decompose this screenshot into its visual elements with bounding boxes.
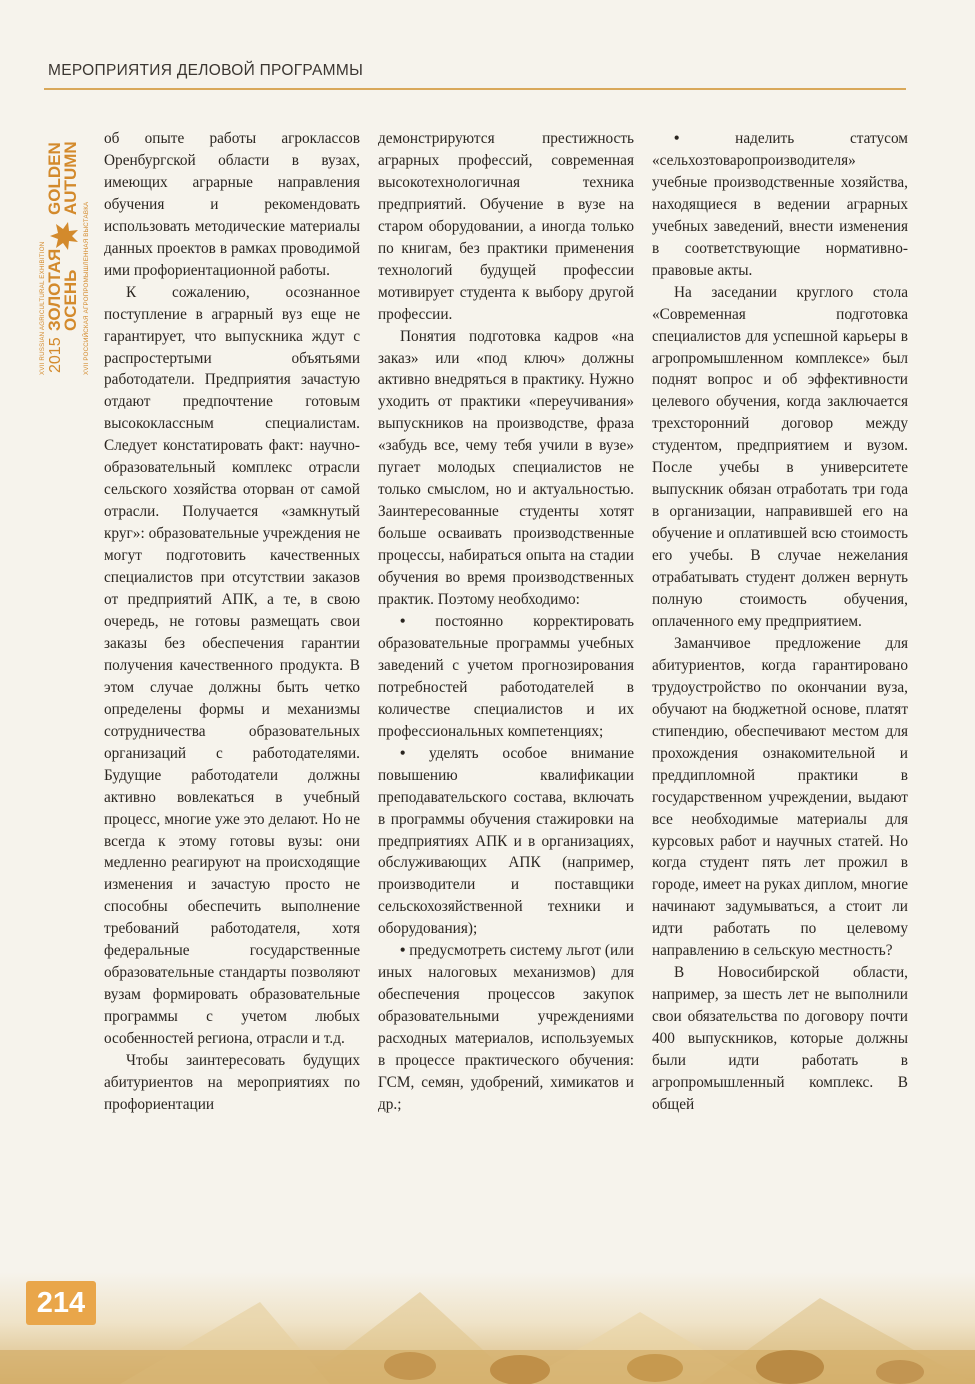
- logo-line-osen: ОСЕНЬ: [61, 269, 80, 331]
- decorative-field-banner: [0, 1272, 975, 1384]
- logo-line-autumn: AUTUMN: [61, 141, 80, 215]
- exhibition-logo: [36, 105, 98, 380]
- text-column-2: [378, 128, 634, 1116]
- bullet-paragraph: • наделить статусом «сельхозтоваропроизводителя» учебные производственные хозяйства, находящиеся в ведении аграрных учебных заведений, внести изменения в соответствующие нормативно-правовые акты.: [652, 128, 908, 282]
- logo-subtitle-en: XVII RUSSIAN AGRICULTURAL EXHIBITION: [39, 241, 46, 375]
- logo-line-golden: GOLDEN: [45, 142, 64, 215]
- bullet-paragraph: • уделять особое внимание повышению квалификации преподавательского состава, включать в программы обучения стажировки на предприятиях АПК и в организациях, обслуживающих АПК (например, производители и поставщики сельскохозяйственной техники и оборудования);: [378, 743, 634, 941]
- body-paragraph: Чтобы заинтересовать будущих абитуриентов на мероприятиях по профориентации: [104, 1052, 360, 1113]
- body-paragraph: об опыте работы агроклассов Оренбургской области в вузах, имеющих аграрные направления обучения и рекомендовать использовать методические материалы данных проектов в рамках проводимой ими профориентационной работы.: [104, 130, 360, 279]
- page-number: 214: [26, 1281, 96, 1325]
- logo-line-zolotaya: ЗОЛОТАЯ: [45, 248, 64, 331]
- bullet-paragraph: • предусмотреть систему льгот (или иных налоговых механизмов) для обеспечения процессов закупок образовательными учреждениями расходных материалов, используемых в процессе практического обучения: ГСМ, семян, удобрений, химикатов и др.;: [378, 940, 634, 1116]
- bullet-paragraph: • постоянно корректировать образовательные программы учебных заведений с учетом прогнозирования потребностей работодателей в количестве специалистов и их профессиональных компетенциях;: [378, 611, 634, 743]
- body-paragraph: Понятия подготовка кадров «на заказ» или «под ключ» должны активно внедряться в практику. Нужно уходить от практики «переучивания» выпускников на производстве, фраза «забудь все, чему тебя учили в вузе» пугает молодых специалистов не только смыслом, но и актуальностью. Заинтересованные студенты хотят больше осваивать производственные процессы, набираться опыта на стадии обучения во время производственных практик. Поэтому необходимо:: [378, 327, 634, 609]
- text-column-3: [652, 128, 908, 1116]
- body-paragraph: К сожалению, осознанное поступление в аграрный вуз еще не гарантирует, что выпускника ждут с распростертыми объятьями работодатели. Предприятия зачастую отдают предпочтение готовым высококлассным специалистам. Следует констатировать факт: научно-образовательный комплекс отрасли сельского хозяйства оторван от самой отрасли. Получается «замкнутый круг»: образовательные учреждения не могут подготовить качественных специалистов при отсутствии заказов от предприятий АПК, а те, в свою очередь, не готовы размещать свои заказы без обеспечения гарантии получения качественного продукта. В этом случае должны быть четко определены формы и механизмы сотрудничества образовательных организаций с работодателями. Будущие работодатели должны активно вовлекаться в учебный процесс, многие уже это делают. Но не всегда к этому готовы вузы: они медленно реагируют на происходящие изменения и зачастую просто не способны обеспечить выполнение требований работодателя, хотя федеральные государственные образовательные стандарты позволяют вузам формировать образовательные программы с учетом любых особенностей региона, отрасли и т.д.: [104, 283, 360, 1048]
- body-paragraph: На заседании круглого стола «Современная подготовка специалистов для успешной карьеры в агропромышленном комплексе» был поднят вопрос и об эффективности целевого обучения, когда заключается трехсторонний договор между студентом, предприятием и вузом. После учебы в университете выпускник обязан отработать три года в организации, направившей его на обучение и оплатившей всю стоимость его учебы. В случае нежелания отрабатывать студент должен вернуть полную стоимость обучения, оплаченного ему предприятием.: [652, 283, 908, 630]
- text-column-1: [104, 128, 360, 1116]
- logo-subtitle-ru: XVII РОССИЙСКАЯ АГРОПРОМЫШЛЕННАЯ ВЫСТАВКА: [83, 201, 90, 375]
- logo-year: 2015: [47, 337, 64, 373]
- maple-leaf-icon: [50, 222, 78, 250]
- body-paragraph: Заманчивое предложение для абитуриентов, когда гарантировано трудоустройство по окончании вуза, обучают на бюджетной основе, платят стипендию, обеспечивают местом для прохождения ознакомительной и преддипломной практики в государственном учреждении, выдают все необходимые материалы для курсовых работ и научных статей. Но когда студент пять лет прожил в городе, имеет на руках диплом, многие начинают задумываться, а стоит ли идти работать по целевому направлению в сельскую местность?: [652, 634, 908, 960]
- section-header-title: МЕРОПРИЯТИЯ ДЕЛОВОЙ ПРОГРАММЫ: [48, 62, 364, 79]
- body-paragraph: В Новосибирской области, например, за шесть лет не выполнили свои обязательства по договору почти 400 выпускников, которые должны были идти работать в агропромышленный комплекс. В общей: [652, 964, 908, 1113]
- header-divider: [44, 88, 906, 90]
- body-paragraph: демонстрируются престижность аграрных профессий, современная высокотехнологичная техника предприятий. Обучение в вузе на старом оборудовании, а иногда только по книгам, без практики применения технологий будущей профессии мотивирует студента к выбору другой профессии.: [378, 130, 634, 323]
